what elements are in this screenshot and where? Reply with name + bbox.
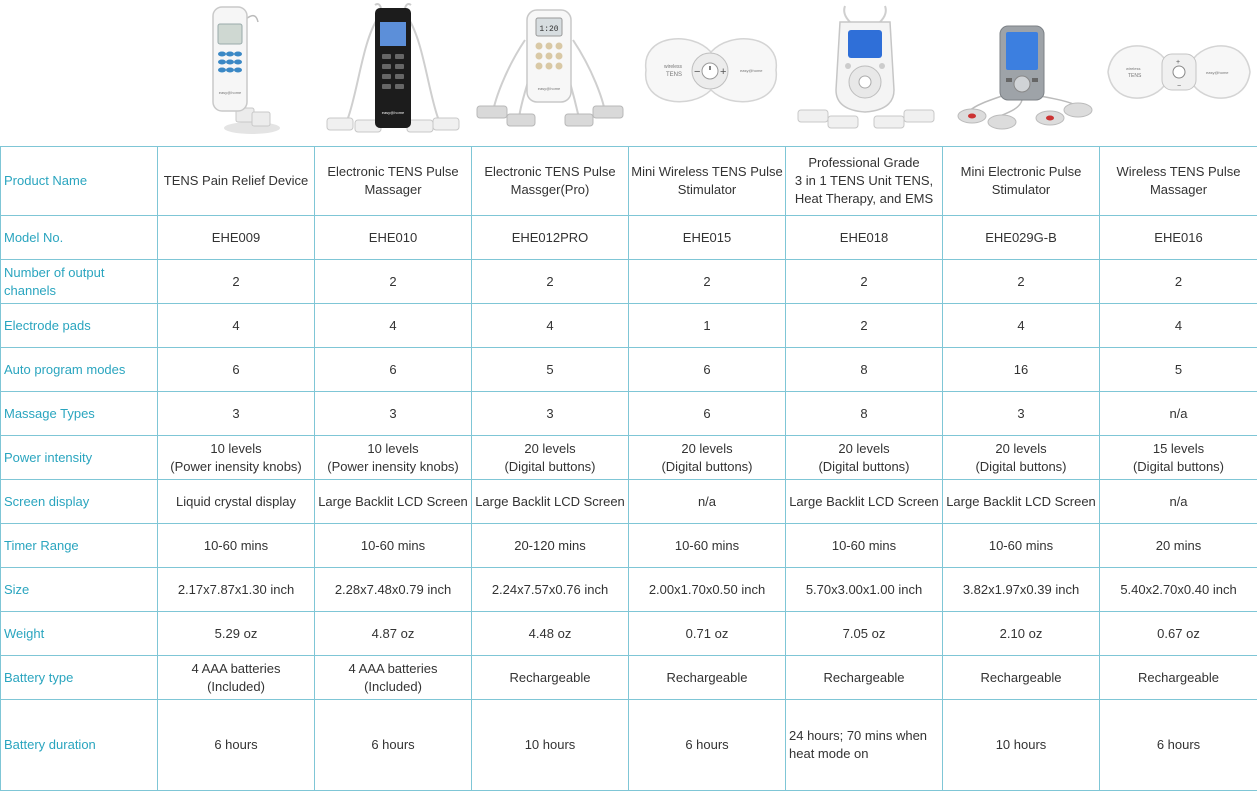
cell-duration (629, 700, 786, 791)
svg-text:−: − (694, 66, 701, 78)
product-name-line: Stimulator (677, 182, 737, 197)
cell-model: EHE010 (315, 216, 472, 260)
cell-name (943, 147, 1100, 216)
row-label-duration (1, 700, 158, 791)
product-image-strip (0, 0, 1257, 146)
cell-duration (786, 700, 943, 791)
cell-line: 20 levels (524, 440, 576, 456)
table-row-power (1, 436, 1257, 480)
row-label-line: Battery type (4, 669, 74, 685)
cell-size: 2.24x7.57x0.76 inch (472, 568, 629, 612)
svg-text:TENS: TENS (666, 72, 683, 78)
row-label-timer (1, 524, 158, 568)
cell-pads: 2 (786, 304, 943, 348)
cell-power (1100, 436, 1257, 480)
cell-line: Rechargeable (1138, 669, 1219, 685)
row-label-pads (1, 304, 158, 348)
cell-power (472, 436, 629, 480)
cell-power (943, 436, 1100, 480)
svg-text:wireless: wireless (1126, 66, 1141, 71)
cell-weight: 4.87 oz (315, 612, 472, 656)
row-label-line: Weight (4, 625, 45, 641)
cell-channels: 2 (158, 260, 315, 304)
wireless-tens-pulse-massager-image (1104, 0, 1254, 140)
row-label-weight (1, 612, 158, 656)
row-label-massage (1, 392, 158, 436)
cell-timer: 10-60 mins (629, 524, 786, 568)
cell-line: 15 levels (1152, 440, 1205, 456)
cell-line: 4 AAA batteries (348, 660, 438, 676)
cell-battery (1100, 656, 1257, 700)
cell-line: (Digital buttons) (818, 458, 910, 474)
cell-massage: 3 (158, 392, 315, 436)
cell-size: 2.00x1.70x0.50 inch (629, 568, 786, 612)
cell-battery (158, 656, 315, 700)
svg-text:wireless: wireless (664, 64, 683, 70)
cell-size: 5.40x2.70x0.40 inch (1100, 568, 1257, 612)
cell-battery (629, 656, 786, 700)
electronic-tens-pulse-massger-pro-image (475, 0, 625, 140)
cell-line: Rechargeable (823, 669, 905, 685)
cell-line: (Power inensity knobs) (170, 458, 302, 474)
cell-battery (786, 656, 943, 700)
cell-line: Rechargeable (980, 669, 1062, 685)
cell-line: 20 levels (838, 440, 890, 456)
product-name-line: Electronic TENS Pulse (327, 164, 459, 179)
cell-weight: 0.67 oz (1100, 612, 1257, 656)
product-name-line: Electronic TENS Pulse (484, 164, 616, 179)
cell-size: 2.17x7.87x1.30 inch (158, 568, 315, 612)
cell-size: 3.82x1.97x0.39 inch (943, 568, 1100, 612)
mini-wireless-tens-pulse-stimulator-image (636, 0, 786, 140)
cell-line: (Digital buttons) (504, 458, 596, 474)
row-label-line: Product Name (4, 173, 88, 188)
cell-timer: 10-60 mins (315, 524, 472, 568)
cell-name (1100, 147, 1257, 216)
row-label-line: Auto program modes (4, 361, 126, 377)
row-label-line: Battery duration (4, 737, 96, 752)
svg-text:−: − (1177, 83, 1182, 90)
cell-programs: 16 (943, 348, 1100, 392)
comparison-table (0, 146, 1257, 791)
cell-pads: 4 (315, 304, 472, 348)
cell-timer: 20 mins (1100, 524, 1257, 568)
row-label-battery (1, 656, 158, 700)
cell-programs: 6 (315, 348, 472, 392)
table-row-size (1, 568, 1257, 612)
cell-line: (Digital buttons) (1132, 458, 1225, 474)
cell-model: EHE016 (1100, 216, 1257, 260)
product-name-line: Heat Therapy, and EMS (794, 191, 934, 206)
row-label-line: channels (4, 282, 57, 298)
table-row-screen (1, 480, 1257, 524)
cell-name (158, 147, 315, 216)
cell-channels: 2 (629, 260, 786, 304)
table-row-model (1, 216, 1257, 260)
cell-duration (943, 700, 1100, 791)
cell-duration (158, 700, 315, 791)
cell-name (315, 147, 472, 216)
row-label-line: Massage Types (4, 405, 95, 421)
cell-screen: n/a (1100, 480, 1257, 524)
row-label-line: Number of output (4, 264, 105, 280)
product-name-line: 3 in 1 TENS Unit TENS, (794, 173, 934, 188)
svg-text:TENS: TENS (1128, 73, 1142, 79)
row-label-screen (1, 480, 158, 524)
product-name-line: Mini Wireless TENS Pulse (631, 164, 783, 179)
cell-power (786, 436, 943, 480)
svg-text:easy@home: easy@home (740, 68, 763, 73)
cell-power (158, 436, 315, 480)
svg-text:+: + (720, 66, 727, 78)
cell-screen: Large Backlit LCD Screen (786, 480, 943, 524)
cell-model: EHE015 (629, 216, 786, 260)
cell-massage: 3 (315, 392, 472, 436)
cell-timer: 20-120 mins (472, 524, 629, 568)
cell-line: 6 hours (371, 737, 415, 752)
cell-programs: 8 (786, 348, 943, 392)
cell-line: 10 levels (210, 440, 262, 456)
cell-channels: 2 (315, 260, 472, 304)
cell-model: EHE018 (786, 216, 943, 260)
row-label-name (1, 147, 158, 216)
cell-name (786, 147, 943, 216)
cell-timer: 10-60 mins (786, 524, 943, 568)
cell-name (472, 147, 629, 216)
product-name-line: Massger(Pro) (510, 182, 590, 197)
product-name-line: Massager (1149, 182, 1208, 197)
cell-line: 10 hours (995, 737, 1047, 752)
cell-line: (Included) (364, 678, 422, 694)
table-row-name (1, 147, 1257, 216)
cell-pads: 4 (472, 304, 629, 348)
cell-model: EHE029G-B (943, 216, 1100, 260)
cell-screen: Liquid crystal display (158, 480, 315, 524)
cell-massage: 6 (629, 392, 786, 436)
table-row-duration (1, 700, 1257, 791)
row-label-line: Power intensity (4, 449, 93, 465)
cell-line: 20 levels (995, 440, 1047, 456)
cell-massage: n/a (1100, 392, 1257, 436)
table-row-battery (1, 656, 1257, 700)
cell-duration (472, 700, 629, 791)
cell-massage: 3 (472, 392, 629, 436)
cell-line: 24 hours; 70 mins when (789, 728, 928, 743)
cell-line: Rechargeable (509, 669, 591, 685)
row-label-line: Model No. (4, 229, 64, 245)
cell-model: EHE012PRO (472, 216, 629, 260)
cell-pads: 4 (158, 304, 315, 348)
professional-grade-3-in-1-tens-unit-image (790, 0, 940, 140)
table-row-timer (1, 524, 1257, 568)
row-label-channels (1, 260, 158, 304)
svg-text:+: + (1176, 59, 1181, 66)
row-label-power (1, 436, 158, 480)
cell-line: 4 AAA batteries (191, 660, 281, 676)
cell-model: EHE009 (158, 216, 315, 260)
cell-line: (Power inensity knobs) (327, 458, 459, 474)
row-label-line: Size (4, 581, 30, 597)
svg-text:easy@home: easy@home (218, 90, 242, 95)
cell-timer: 10-60 mins (158, 524, 315, 568)
product-name-line: TENS Pain Relief Device (163, 173, 309, 188)
row-label-line: Electrode pads (4, 317, 91, 333)
table-row-programs (1, 348, 1257, 392)
cell-line: (Included) (207, 678, 265, 694)
cell-pads: 4 (943, 304, 1100, 348)
cell-channels: 2 (1100, 260, 1257, 304)
svg-text:easy@home: easy@home (1206, 70, 1229, 75)
cell-line: 6 hours (1156, 737, 1201, 752)
cell-massage: 3 (943, 392, 1100, 436)
cell-line: 6 hours (214, 737, 258, 752)
tens-pain-relief-device-image (180, 0, 290, 140)
product-name-line: Wireless TENS Pulse (1116, 164, 1241, 179)
product-name-line: Mini Electronic Pulse (960, 164, 1082, 179)
product-name-line: Stimulator (991, 182, 1051, 197)
cell-line: heat mode on (789, 746, 869, 761)
cell-size: 5.70x3.00x1.00 inch (786, 568, 943, 612)
product-name-line: Massager (364, 182, 422, 197)
svg-text:easy@home: easy@home (381, 110, 405, 115)
cell-weight: 2.10 oz (943, 612, 1100, 656)
cell-programs: 6 (158, 348, 315, 392)
cell-line: 10 levels (367, 440, 419, 456)
row-label-line: Timer Range (4, 537, 79, 553)
cell-channels: 2 (943, 260, 1100, 304)
cell-line: 10 hours (524, 737, 576, 752)
cell-screen: Large Backlit LCD Screen (943, 480, 1100, 524)
cell-name (629, 147, 786, 216)
row-label-model (1, 216, 158, 260)
cell-battery (315, 656, 472, 700)
cell-channels: 2 (786, 260, 943, 304)
cell-duration (1100, 700, 1257, 791)
cell-weight: 0.71 oz (629, 612, 786, 656)
cell-pads: 1 (629, 304, 786, 348)
cell-weight: 7.05 oz (786, 612, 943, 656)
row-label-line: Screen display (4, 493, 90, 509)
electronic-tens-pulse-massager-image (323, 0, 463, 140)
table-row-weight (1, 612, 1257, 656)
cell-line: 6 hours (685, 737, 729, 752)
svg-text:easy@home: easy@home (537, 86, 561, 91)
product-name-line: Professional Grade (808, 155, 920, 170)
cell-line: (Digital buttons) (661, 458, 753, 474)
table-row-pads (1, 304, 1257, 348)
cell-battery (943, 656, 1100, 700)
cell-programs: 6 (629, 348, 786, 392)
cell-line: Rechargeable (666, 669, 748, 685)
table-row-channels (1, 260, 1257, 304)
cell-battery (472, 656, 629, 700)
svg-text:1:20: 1:20 (539, 25, 559, 34)
mini-electronic-pulse-stimulator-image (950, 0, 1095, 140)
cell-power (315, 436, 472, 480)
cell-massage: 8 (786, 392, 943, 436)
cell-pads: 4 (1100, 304, 1257, 348)
cell-timer: 10-60 mins (943, 524, 1100, 568)
row-label-programs (1, 348, 158, 392)
table-row-massage (1, 392, 1257, 436)
cell-line: 20 levels (681, 440, 733, 456)
cell-duration (315, 700, 472, 791)
cell-line: (Digital buttons) (975, 458, 1067, 474)
row-label-size (1, 568, 158, 612)
cell-channels: 2 (472, 260, 629, 304)
cell-screen: Large Backlit LCD Screen (315, 480, 472, 524)
cell-screen: n/a (629, 480, 786, 524)
cell-weight: 4.48 oz (472, 612, 629, 656)
cell-programs: 5 (472, 348, 629, 392)
cell-programs: 5 (1100, 348, 1257, 392)
cell-size: 2.28x7.48x0.79 inch (315, 568, 472, 612)
cell-screen: Large Backlit LCD Screen (472, 480, 629, 524)
cell-power (629, 436, 786, 480)
cell-weight: 5.29 oz (158, 612, 315, 656)
